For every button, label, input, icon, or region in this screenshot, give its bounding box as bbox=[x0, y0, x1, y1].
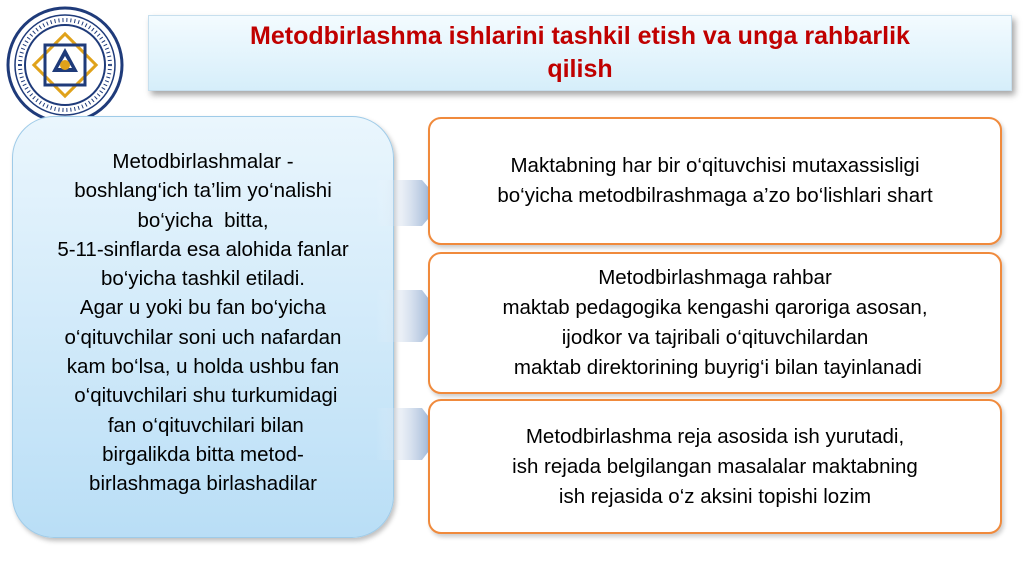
title-line: qilish bbox=[547, 55, 613, 83]
info-box-line: ish rejasida o‘z aksini topishi lozim bbox=[558, 484, 872, 508]
left-panel-line: boshlang‘ich ta’lim yo‘nalishi bbox=[74, 179, 332, 203]
left-panel-line: bo‘yicha bitta, bbox=[137, 208, 269, 232]
info-box-leader bbox=[428, 252, 1002, 394]
left-panel-line: birlashmaga birlashadilar bbox=[89, 472, 317, 496]
info-box-line: ijodkor va tajribali o‘qituvchilardan bbox=[561, 326, 869, 349]
left-panel-line: Agar u yoki bu fan bo‘yicha bbox=[79, 296, 327, 320]
title-line: Metodbirlashma ishlarini tashkil etish va unga rahbarlik bbox=[250, 22, 910, 50]
info-box-line: maktab pedagogika kengashi qaroriga asosan, bbox=[502, 296, 928, 319]
left-info-panel bbox=[12, 116, 394, 538]
info-box-membership bbox=[428, 117, 1002, 245]
info-box-line: ish rejada belgilangan masalalar maktabning bbox=[512, 454, 918, 478]
info-box-plan bbox=[428, 399, 1002, 534]
left-panel-line: bo‘yicha tashkil etiladi. bbox=[101, 267, 305, 291]
left-panel-line: Metodbirlashmalar - bbox=[112, 150, 294, 173]
left-panel-line: o‘qituvchilar soni uch nafardan bbox=[64, 325, 342, 349]
left-panel-text bbox=[13, 147, 393, 499]
info-box-line: Maktabning har bir o‘qituvchisi mutaxassisligi bbox=[510, 154, 920, 177]
left-panel-line: birgalikda bitta metod- bbox=[102, 442, 304, 466]
info-box-line: Metodbirlashmaga rahbar bbox=[598, 266, 832, 289]
info-box-line: Metodbirlashma reja asosida ish yurutadi, bbox=[525, 424, 905, 448]
left-panel-line: 5-11-sinflarda esa alohida fanlar bbox=[57, 237, 349, 261]
university-logo-icon bbox=[6, 6, 124, 124]
title-banner bbox=[148, 15, 1012, 91]
info-box-line: maktab direktorining buyrig‘i bilan tayinlanadi bbox=[508, 356, 922, 379]
left-panel-line: kam bo‘lsa, u holda ushbu fan bbox=[66, 355, 340, 379]
left-panel-line: o‘qituvchilari shu turkumidagi bbox=[68, 384, 338, 408]
info-box-line: bo‘yicha metodbilrashmaga a’zo bo‘lishlari shart bbox=[497, 184, 933, 207]
left-panel-line: fan o‘qituvchilari bilan bbox=[102, 413, 304, 437]
page-title bbox=[180, 20, 980, 86]
